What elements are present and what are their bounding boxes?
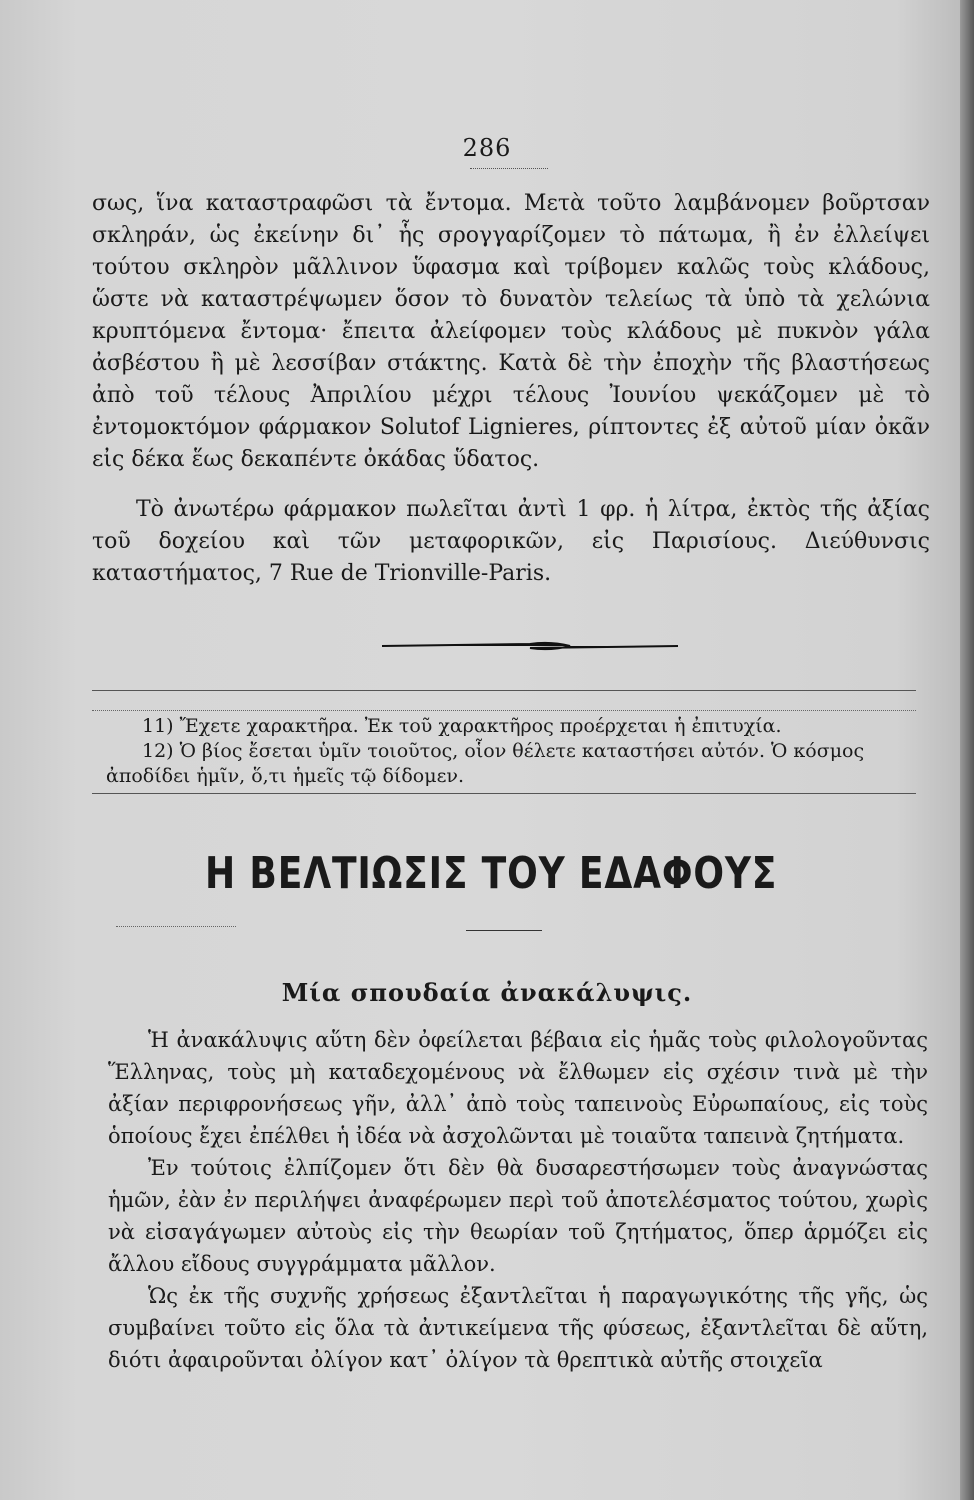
page-edge-shadow <box>960 0 974 1500</box>
note-11: 11) Ἔχετε χαρακτῆρα. Ἐκ τοῦ χαρακτῆρος προέρχεται ἡ ἐπιτυχία. <box>142 715 782 737</box>
divider-rule <box>92 690 916 691</box>
heading-rule <box>466 930 542 931</box>
article-subheading: Μία σπουδαία ἀνακάλυψις. <box>281 978 693 1007</box>
article-paragraph-1: Ἡ ἀνακάλυψις αὕτη δὲν ὀφείλεται βέβαια εἰς ἡμᾶς τοὺς φιλολογοῦντας Ἕλληνας, τοὺς μὴ καταδεχομένους νὰ ἔλθωμεν εἰς σχέσιν τινὰ μὲ τὴν ἀξίαν περιφρονήσεως γῆν, ἀλλ᾽ ἀπὸ τοὺς ταπεινοὺς Εὐρωπαίους, εἰς τοὺς ὁποίους ἔχει ἐπέλθει ἡ ἰδέα νὰ ἀσχολῶνται μὲ τοιαῦτα ταπεινὰ ζητήματα. <box>108 1028 928 1148</box>
note-12: 12) Ὁ βίος ἔσεται ὑμῖν τοιοῦτος, οἷον θέλετε καταστήσει αὐτόν. Ὁ κόσμος ἀποδίδει ἡμῖν, ὅ,τι ἡμεῖς τῷ δίδομεν. <box>106 740 865 787</box>
article-heading: Η ΒΕΛΤΙΩΣΙΣ ΤΟΥ ΕΔΑΦΟΥΣ <box>205 848 778 899</box>
notes-bottom-rule <box>92 793 916 794</box>
section-flourish <box>380 636 680 656</box>
article-body <box>108 1024 928 1376</box>
page-number: 286 <box>462 134 512 162</box>
body-paragraph-1: σως, ἵνα καταστραφῶσι τὰ ἔντομα. Μετὰ τοῦτο λαμβάνομεν βοῦρτσαν σκληράν, ὡς ἐκείνην δι᾽ ἧς σρογγαρίζομεν τὸ πάτωμα, ἢ ἐν ἐλλείψει τούτου σκληρὸν μᾶλλινον ὕφασμα καὶ τρίβομεν καλῶς τοὺς κλάδους, ὥστε νὰ καταστρέψωμεν ὅσον τὸ δυνατὸν τελείως τὰ ὑπὸ τὰ χελώνια κρυπτόμενα ἔντομα· ἔπειτα ἀλείφομεν τοὺς κλάδους μὲ πυκνὸν γάλα ἀσβέστου ἢ μὲ λεσσίβαν στάκτης. Κατὰ δὲ τὴν ἐποχὴν τῆς βλαστήσεως ἀπὸ τοῦ τέλους Ἀπριλίου μέχρι τέλους Ἰουνίου ψεκάζομεν μὲ τὸ ἐντομοκτόμον φάρμακον Solutof Lignieres, ρίπτοντες ἐξ αὐτοῦ μίαν ὀκᾶν εἰς δέκα ἕως δεκαπέντε ὀκάδας ὕδατος. <box>92 191 930 472</box>
left-margin-dash <box>116 926 236 927</box>
notes-block <box>106 714 916 789</box>
divider-rule-dotted <box>92 710 916 711</box>
article-paragraph-3: Ὡς ἐκ τῆς συχνῆς χρήσεως ἐξαντλεῖται ἡ παραγωγικότης τῆς γῆς, ὡς συμβαίνει τοῦτο εἰς ὅλα τὰ ἀντικείμενα τῆς φύσεως, ἐξαντλεῖται δὲ αὕτη, διότι ἀφαιροῦνται ὀλίγον κατ᾽ ὀλίγον τὰ θρεπτικὰ αὐτῆς στοιχεῖα <box>108 1284 928 1372</box>
body-paragraph-2: Τὸ ἀνωτέρω φάρμακον πωλεῖται ἀντὶ 1 φρ. ἡ λίτρα, ἐκτὸς τῆς ἀξίας τοῦ δοχείου καὶ τῶν μεταφορικῶν, εἰς Παρισίους. Διεύθυνσις καταστήματος, 7 Rue de Trionville-Paris. <box>92 497 930 586</box>
article-paragraph-2: Ἐν τούτοις ἐλπίζομεν ὅτι δὲν θὰ δυσαρεστήσωμεν τοὺς ἀναγνώστας ἡμῶν, ἐὰν ἐν περιλήψει ἀναφέρωμεν περὶ τοῦ ἀποτελέσματος τούτου, χωρὶς νὰ εἰσαγάγωμεν αὐτοὺς εἰς τὴν θεωρίαν τοῦ ζητήματος, ὅπερ ἁρμόζει εἰς ἄλλου εἴδους συγγράμματα μᾶλλον. <box>108 1156 928 1276</box>
page-number-rule <box>470 168 548 169</box>
